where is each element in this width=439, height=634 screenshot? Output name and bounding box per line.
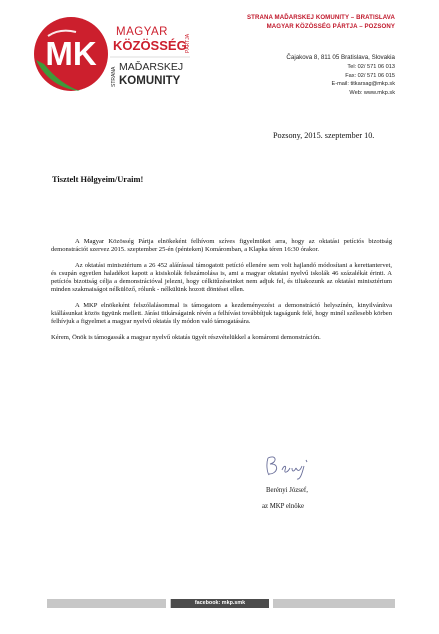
org-line-slovak: STRANA MAĎARSKEJ KOMUNITY – BRATISLAVA: [246, 14, 395, 21]
logo-vertical1: PÁRTJA: [185, 33, 191, 53]
footer-gap-left: [166, 599, 170, 608]
handwritten-signature: [262, 450, 322, 480]
logo-line2: KÖZÖSSÉG: [113, 38, 187, 53]
logo-line4: KOMUNITY: [119, 75, 181, 87]
paragraph-2: Az oktatási minisztérium a 26 452 aláírással támogatott petíció ellenére sem volt hajlandó módosítani a kerettantervet, és csupán egyetlen haladékot kapott a kisiskolák felszámolása is, ami a magyar oktatási nyelvű iskolák 46 százalékát érinti. A petíciós bizottság célja a demonstrációval jelezni, hogy célkitűzéseinket nem adjuk fel, és tiltakozunk az oktatási minisztérium minden szakmaiságot nélkülöző, rólunk - nélkülünk hozott döntései ellen.: [51, 261, 392, 294]
salutation: Tisztelt Hölgyeim/Uraim!: [52, 175, 144, 184]
paragraph-3: A MKP elnökeként felszólalásommal is támogatom a kezdeményezést a demonstráció helyszínén, kinyilvánítva kiállásunkat közös ügyünk mellett. Járási titkárságaink révén a felhívást továbbítjuk tagságunk felé, hogy minél szélesebb körben felhívjuk a figyelmet a magyar nyelvű oktatás ily módon való támogatására.: [51, 301, 392, 326]
footer-gap-right: [269, 599, 273, 608]
signer-title: az MKP elnöke: [262, 503, 305, 510]
logo-line1: MAGYAR: [116, 26, 168, 38]
paragraph-1: A Magyar Közösség Pártja elnökeként felhívom szíves figyelmüket arra, hogy az oktatási petíciós bizottság demonstrációt szervez 2015. szeptember 25-én (pénteken) Komáromban, a Klapka téren 16:30 órakor.: [51, 238, 392, 254]
logo-vertical2: STRANA: [111, 66, 117, 87]
signer-name: Berényi József,: [266, 487, 308, 494]
logo-line3: MAĎARSKEJ: [119, 61, 184, 73]
signer-block: [262, 483, 308, 515]
party-logo: [30, 14, 220, 94]
letter-date: Pozsony, 2015. szeptember 10.: [273, 131, 375, 140]
fax: Fax: 02/ 571 06 015: [345, 72, 395, 79]
contact-block: [286, 53, 395, 97]
website: Web: www.mkp.sk: [349, 89, 395, 96]
org-line-hungarian: MAGYAR KÖZÖSSÉG PÁRTJA – POZSONY: [266, 23, 395, 30]
facebook-link[interactable]: facebook: mkp.smk: [171, 599, 269, 608]
address: Čajakova 8, 811 05 Bratislava, Slovakia: [286, 54, 395, 61]
logo-letters: MK: [45, 35, 97, 72]
letter-body: [51, 238, 392, 349]
paragraph-4: Kérem, Önök is támogassák a magyar nyelvű oktatás ügyét részvételükkel a komáromi demonstráción.: [51, 333, 321, 341]
email: E-mail: titkarsag@mkp.sk: [331, 81, 395, 88]
telephone: Tel: 02/ 571 06 013: [347, 64, 395, 70]
organization-header: [247, 13, 395, 31]
